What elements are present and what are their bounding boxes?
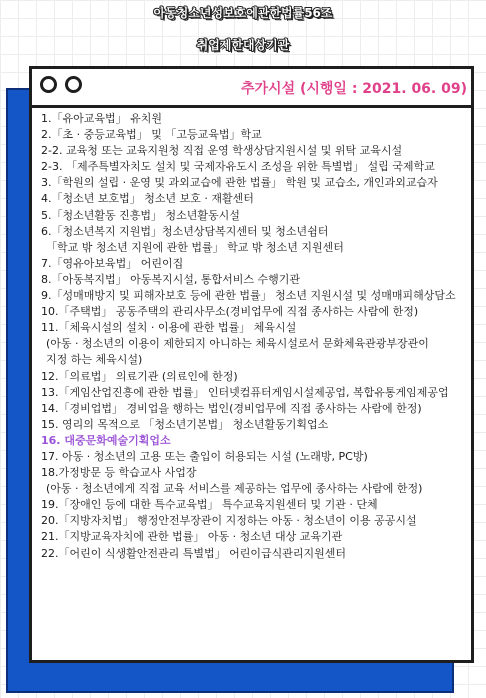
list-item: 8.「아동복지법」 아동복지시설, 통합서비스 수행기관 bbox=[41, 272, 300, 286]
effective-date-subtitle: 추가시설 (시행일 : 2021. 06. 09) bbox=[241, 81, 467, 97]
list-item: 2.「초 · 중등교육법」 및 「고등교육법」학교 bbox=[41, 128, 262, 142]
list-item: (아동 · 청소년의 이용이 제한되지 아니하는 체육시설로서 문화체육관광부장관이 bbox=[46, 337, 429, 351]
main-title-line2: 취업제한대상기관 bbox=[196, 38, 290, 52]
list-item: 2-3. 「제주특별자치도 설치 및 국제자유도시 조성을 위한 특별법」 설립 국제학교 bbox=[41, 160, 435, 174]
list-item: 18.가정방문 등 학습교사 사업장 bbox=[41, 466, 197, 480]
list-item: 「학교 밖 청소년 지원에 관한 법률」 학교 밖 청소년 지원센터 bbox=[46, 240, 344, 254]
list-item: 20.「지방자치법」 행정안전부장관이 지정하는 아동 · 청소년이 이용 공공시설 bbox=[41, 514, 417, 528]
list-item: 지정 하는 체육시설) bbox=[46, 353, 143, 367]
list-item: 13.「게임산업진흥에 관한 법률」 인터넷컴퓨터게임시설제공업, 복합유통게임제공업 bbox=[41, 385, 449, 399]
institution-list bbox=[41, 111, 469, 562]
list-item: 11.「체육시설의 설치 · 이용에 관한 법률」 체육시설 bbox=[41, 321, 297, 335]
list-item: 9.「성매매방지 및 피해자보호 등에 관한 법률」 청소년 지원시설 및 성매매피해상담소 bbox=[41, 289, 456, 303]
list-item-highlighted: 16. 대중문화예술기획업소 bbox=[41, 433, 171, 447]
list-item: 17. 아동 · 청소년의 고용 또는 출입이 허용되는 시설 (노래방, PC방) bbox=[41, 449, 368, 463]
list-item: 12.「의료법」 의료기관 (의료인에 한정) bbox=[41, 369, 238, 383]
main-title-line1: 아동청소년성보호에관한법률56조 bbox=[153, 6, 333, 20]
list-item: 3.「학원의 설립 · 운영 및 과외교습에 관한 법률」 학원 및 교습소, 개인과외교습자 bbox=[41, 176, 438, 190]
list-item: (아동 · 청소년에게 직접 교육 서비스를 제공하는 업무에 종사하는 사람에 한정) bbox=[46, 482, 423, 496]
list-item: 4.「청소년 보호법」 청소년 보호 · 재활센터 bbox=[41, 192, 254, 206]
list-item: 7.「영유아보육법」 어린이집 bbox=[41, 256, 184, 270]
list-item: 14.「경비업법」 경비업을 행하는 법인(경비업무에 직접 종사하는 사람에 한정) bbox=[41, 401, 422, 415]
list-item: 6.「청소년복지 지원법」청소년상담복지센터 및 청소년쉼터 bbox=[41, 224, 329, 238]
list-item: 21.「지방교육자치에 관한 법률」 아동 · 청소년 대상 교육기관 bbox=[41, 530, 343, 544]
list-item: 5.「청소년활동 진흥법」 청소년활동시설 bbox=[41, 208, 240, 222]
card-header bbox=[32, 69, 471, 108]
list-item: 19.「장애인 등에 대한 특수교육법」 특수교육지원센터 및 기관 · 단체 bbox=[41, 498, 378, 512]
circle-icon bbox=[40, 76, 57, 93]
circle-icon bbox=[65, 76, 82, 93]
content-card bbox=[29, 66, 474, 663]
list-item: 22.「어린이 식생활안전관리 특별법」 어린이급식관리지원센터 bbox=[41, 546, 347, 560]
list-item: 15. 영리의 목적으로 「청소년기본법」 청소년활동기획업소 bbox=[41, 417, 329, 431]
list-item: 2-2. 교육청 또는 교육지원청 직접 운영 학생상담지원시설 및 위탁 교육시설 bbox=[41, 144, 403, 158]
list-item: 1.「유아교육법」 유치원 bbox=[41, 112, 162, 125]
list-item: 10.「주택법」 공동주택의 관리사무소(경비업무에 직접 종사하는 사람에 한정) bbox=[41, 305, 419, 319]
